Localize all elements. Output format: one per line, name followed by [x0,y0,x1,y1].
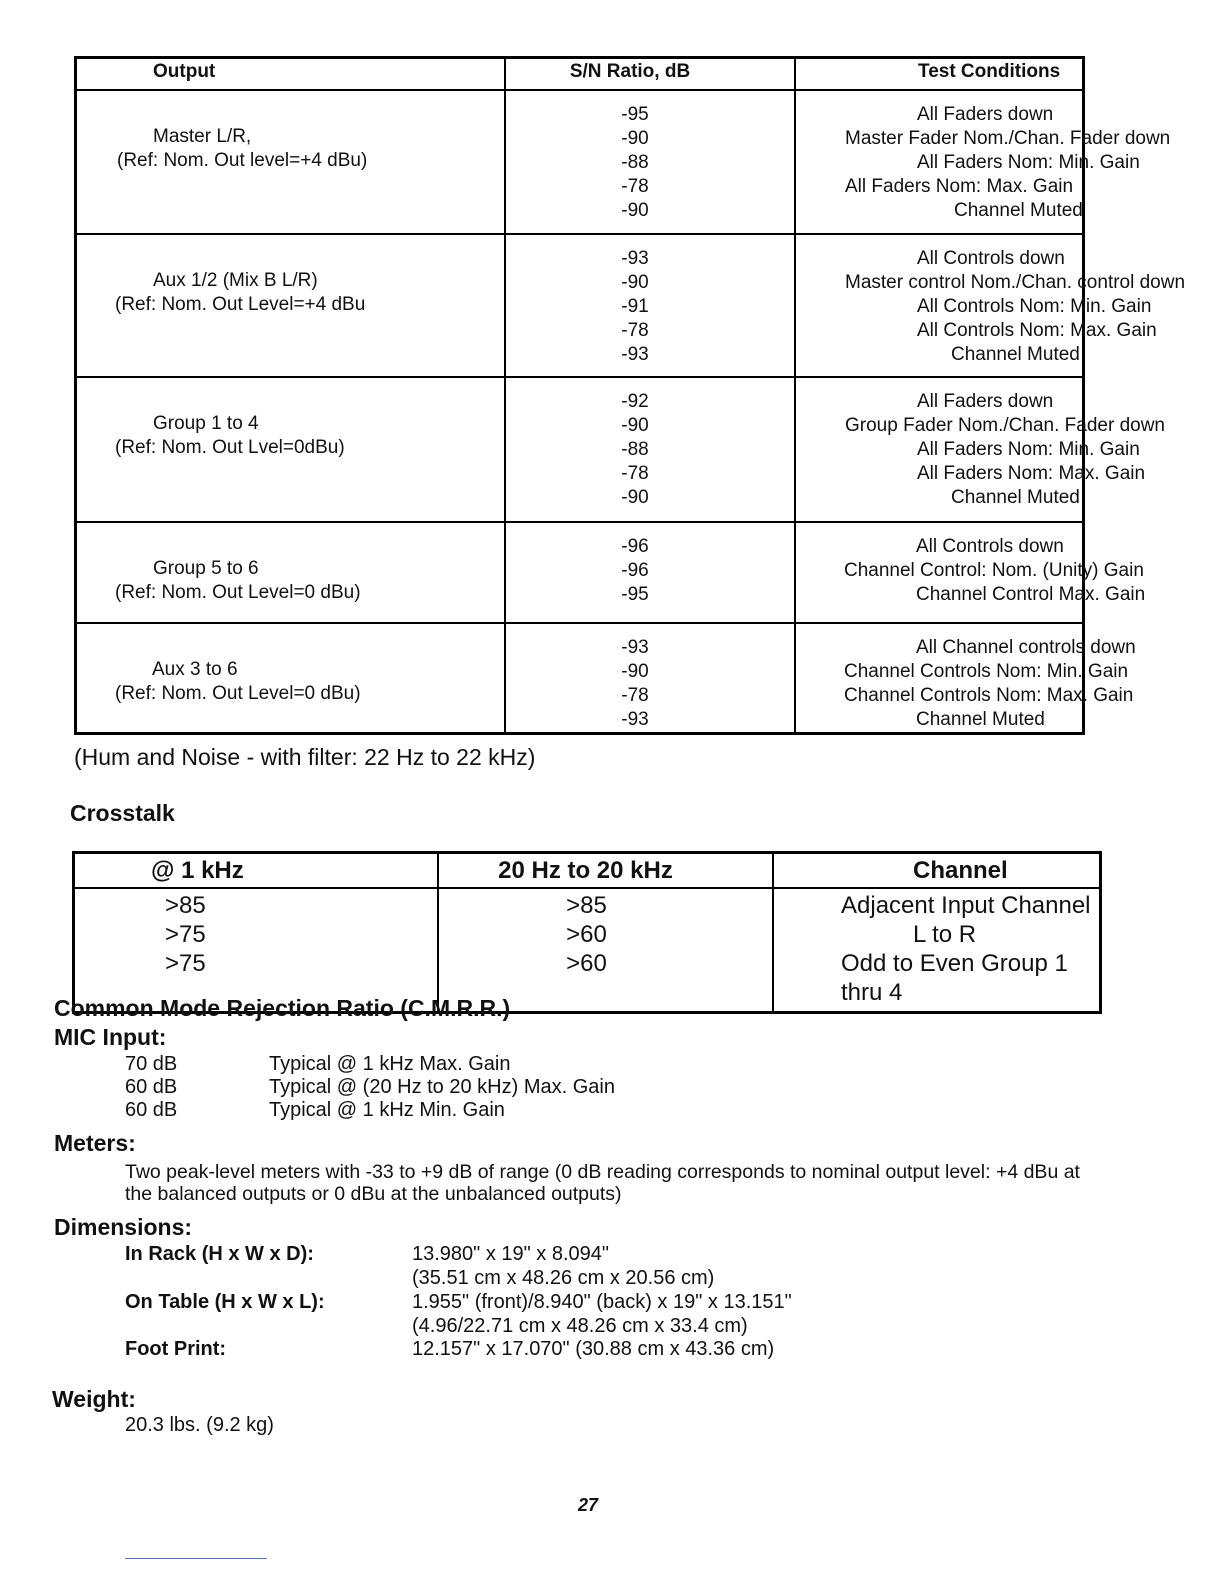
crosstalk-value: >60 [566,950,607,977]
table-row [76,377,1084,522]
condition: Channel Controls Nom: Max. Gain [844,685,1134,706]
meters-heading: Meters: [54,1130,136,1156]
condition: All Faders Nom: Max. Gain [917,463,1146,484]
condition: Channel Control Max. Gain [916,584,1146,605]
condition: All Controls Nom: Max. Gain [917,320,1157,341]
sn-values-cell [505,377,795,522]
sn-value: -90 [621,272,649,293]
meters-line-1: Two peak-level meters with -33 to +9 dB of range (0 dB reading corresponds to nominal output level: +4 dBu at [125,1161,1080,1183]
condition: All Faders Nom: Min. Gain [917,439,1140,460]
sn-value: -92 [621,391,649,412]
cmrr-value: 70 dB [125,1053,178,1075]
hum-noise-note: (Hum and Noise - with filter: 22 Hz to 22 kHz) [74,744,536,770]
crosstalk-channel: L to R [913,921,977,948]
crosstalk-col-1khz [74,888,439,1013]
condition: All Faders down [917,391,1054,412]
condition: All Channel controls down [916,637,1136,658]
condition: Master Fader Nom./Chan. Fader down [845,128,1171,149]
header-20hz-20khz: 20 Hz to 20 kHz [438,853,773,889]
cmrr-heading: Common Mode Rejection Ratio (C.M.R.R.) [54,995,511,1021]
in-rack-label: In Rack (H x W x D): [125,1243,314,1265]
crosstalk-col-channel [773,888,1101,1013]
output-name: Group 5 to 6 [153,558,259,579]
crosstalk-value: >60 [566,921,607,948]
crosstalk-value: >75 [165,921,206,948]
sn-values-cell [505,234,795,377]
output-ref: (Ref: Nom. Out Lvel=0dBu) [115,437,345,458]
output-cell [76,377,506,522]
condition: All Faders Nom: Max. Gain [845,176,1074,197]
on-table-inches: 1.955" (front)/8.940" (back) x 19" x 13.151" [412,1291,792,1313]
sn-value: -95 [621,104,649,125]
sn-header-row [76,58,1084,91]
sn-value: -96 [621,536,649,557]
crosstalk-table [72,851,1102,1014]
condition: All Controls down [916,536,1064,557]
conditions-cell [795,90,1171,234]
meters-line-2: the balanced outputs or 0 dBu at the unbalanced outputs) [125,1183,622,1205]
output-ref: (Ref: Nom. Out Level=+4 dBu [115,294,366,315]
table-row [76,623,1084,734]
table-row [74,888,1101,1013]
cmrr-desc: Typical @ 1 kHz Min. Gain [269,1099,505,1121]
weight-heading: Weight: [52,1386,136,1412]
output-ref: (Ref: Nom. Out Level=0 dBu) [115,582,361,603]
sn-ratio-table [74,56,1186,735]
foot-print-value: 12.157" x 17.070" (30.88 cm x 43.36 cm) [412,1338,775,1360]
crosstalk-header-row [74,853,1101,889]
sn-value: -90 [621,415,649,436]
sn-value: -93 [621,709,649,730]
condition: All Controls down [917,248,1065,269]
sn-value: -95 [621,584,649,605]
dimensions-heading: Dimensions: [54,1214,193,1240]
output-cell [76,90,506,234]
crosstalk-heading: Crosstalk [70,800,175,826]
condition: Group Fader Nom./Chan. Fader down [845,415,1165,436]
output-name: Aux 3 to 6 [152,659,238,680]
header-at-1khz: @ 1 kHz [74,853,439,889]
header-sn-ratio: S/N Ratio, dB [505,58,795,91]
cmrr-value: 60 dB [125,1076,178,1098]
condition: All Faders Nom: Min. Gain [917,152,1140,173]
sn-values-cell [505,623,795,734]
condition: Channel Muted [951,344,1080,365]
sn-values-cell [505,522,795,623]
condition: Channel Control: Nom. (Unity) Gain [844,560,1144,581]
crosstalk-channel: Odd to Even Group 1 thru 4 [841,950,1068,1006]
foot-print-label: Foot Print: [125,1338,227,1360]
sn-value: -90 [621,200,649,221]
crosstalk-channel: Adjacent Input Channel [841,892,1091,919]
sn-values-cell [505,90,795,234]
conditions-cell [795,522,1146,623]
sn-value: -93 [621,637,649,658]
cmrr-desc: Typical @ (20 Hz to 20 kHz) Max. Gain [269,1076,615,1098]
table-row [76,522,1084,623]
in-rack-cm: (35.51 cm x 48.26 cm x 20.56 cm) [412,1267,715,1289]
output-name: Group 1 to 4 [153,413,259,434]
sn-value: -78 [621,320,649,341]
sn-value: -93 [621,344,649,365]
cmrr-desc: Typical @ 1 kHz Max. Gain [269,1053,511,1075]
sn-value: -90 [621,487,649,508]
crosstalk-value: >85 [566,892,607,919]
header-channel: Channel [773,853,1101,889]
bottom-rule [125,1558,267,1559]
conditions-cell [795,623,1136,734]
output-cell [76,623,506,734]
conditions-cell [795,234,1186,377]
page-number: 27 [578,1495,599,1515]
output-ref: (Ref: Nom. Out Level=0 dBu) [115,683,361,704]
sn-value: -93 [621,248,649,269]
table-row [76,90,1084,234]
crosstalk-value: >85 [165,892,206,919]
condition: Master control Nom./Chan. control down [845,272,1186,293]
on-table-label: On Table (H x W x L): [125,1291,325,1313]
on-table-cm: (4.96/22.71 cm x 48.26 cm x 33.4 cm) [412,1315,748,1337]
condition: Channel Muted [916,709,1045,730]
output-cell [76,522,506,623]
cmrr-value: 60 dB [125,1099,178,1121]
condition: Channel Muted [954,200,1083,221]
output-name: Aux 1/2 (Mix B L/R) [153,270,318,291]
condition: Channel Muted [951,487,1080,508]
output-cell [76,234,506,377]
sn-value: -96 [621,560,649,581]
sn-value: -78 [621,176,649,197]
output-name: Master L/R, [153,126,252,147]
in-rack-inches: 13.980" x 19" x 8.094" [412,1243,609,1265]
sn-value: -90 [621,661,649,682]
output-ref: (Ref: Nom. Out level=+4 dBu) [117,150,368,171]
crosstalk-value: >75 [165,950,206,977]
conditions-cell [795,377,1165,522]
weight-value: 20.3 lbs. (9.2 kg) [125,1414,274,1436]
condition: Channel Controls Nom: Min. Gain [844,661,1129,682]
sn-value: -88 [621,152,649,173]
sn-value: -91 [621,296,649,317]
condition: All Controls Nom: Min. Gain [917,296,1152,317]
crosstalk-col-20hz-20khz [438,888,773,1013]
header-output: Output [76,58,506,91]
table-row [76,234,1084,377]
sn-value: -78 [621,463,649,484]
sn-value: -78 [621,685,649,706]
header-test-conditions: Test Conditions [795,58,1084,91]
sn-value: -90 [621,128,649,149]
sn-value: -88 [621,439,649,460]
mic-input-heading: MIC Input: [54,1024,167,1050]
condition: All Faders down [917,104,1054,125]
